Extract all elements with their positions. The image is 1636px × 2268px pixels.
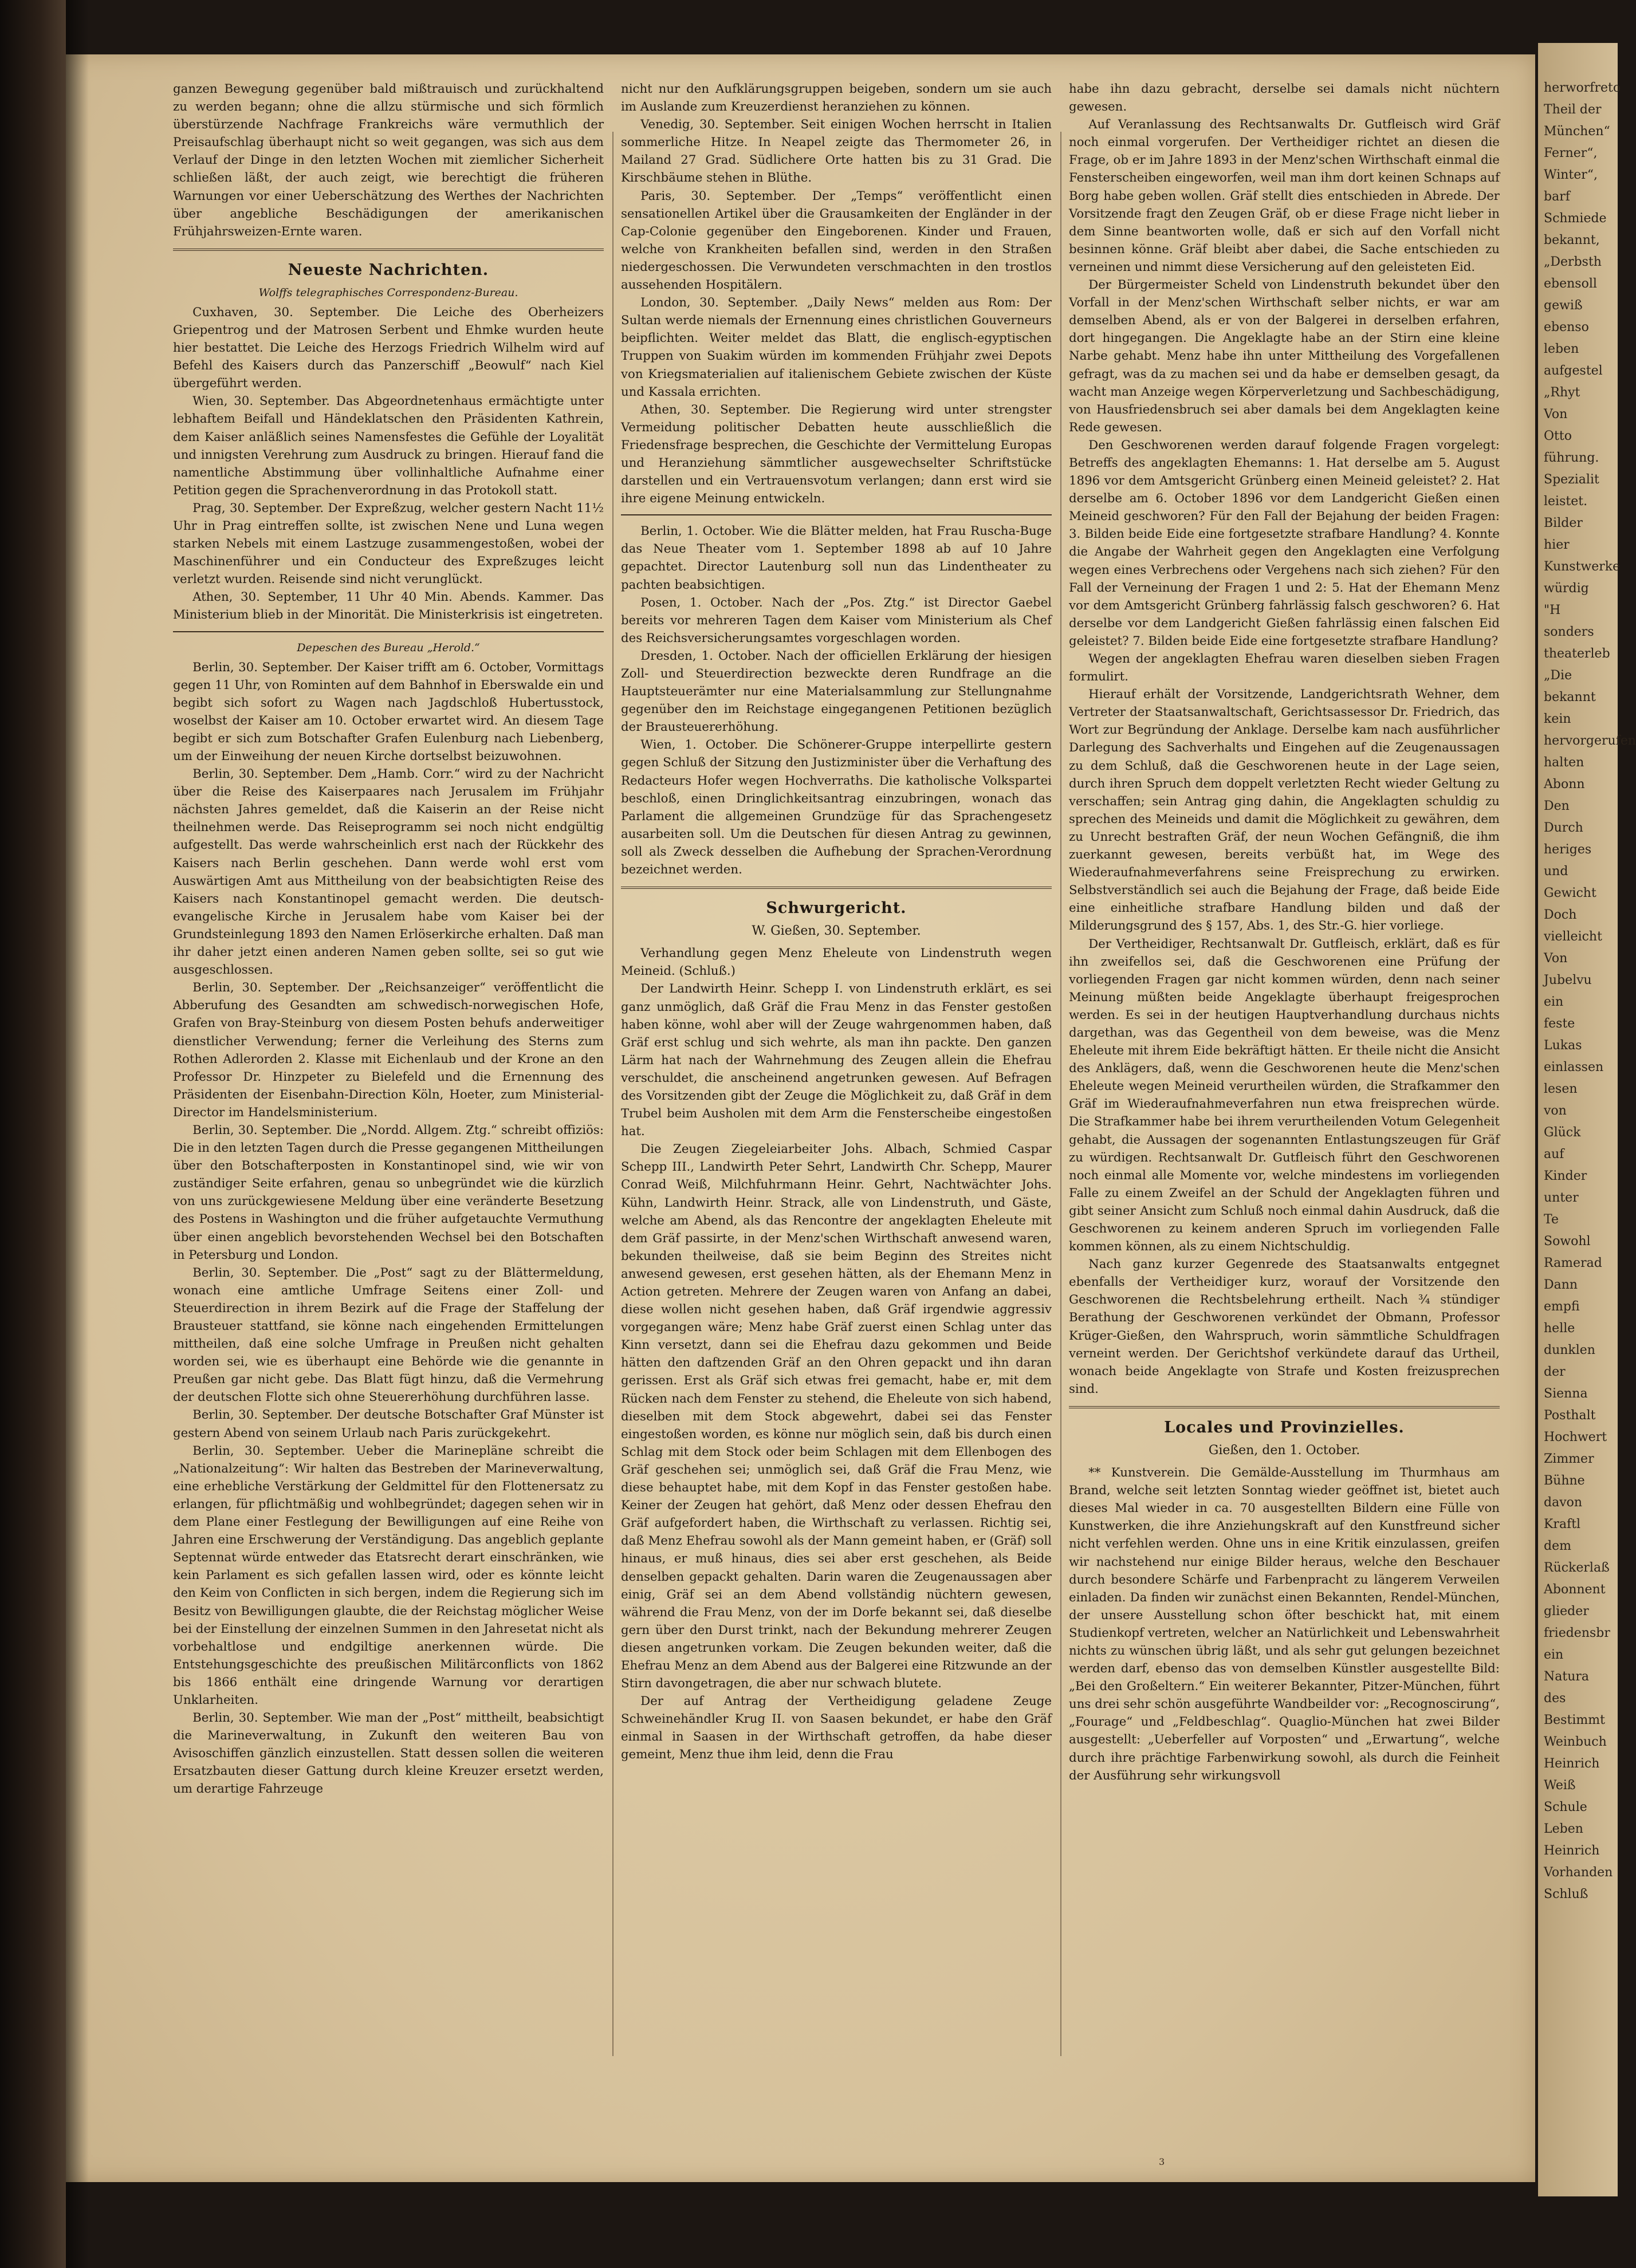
adjacent-page-fragment: Ramerad [1544,1256,1602,1270]
article-paragraph: Hierauf erhält der Vorsitzende, Landgerichtsrath Wehner, dem Vertreter der Staatsanwaltschaft, Gerichtsassessor Dr. Friedrich, das Wort zur Begründung der Anklage. Derselbe kam nach ausführlicher Darlegung des Sachverhalts und Eingehen auf die Zeugenaussagen zu dem Schluß, daß die Geschworenen heute in der Lage seien, durch ihren Spruch dem doppelt verletzten Recht wieder Geltung zu verschaffen; sein Antrag ging dahin, die Angeklagten schuldig zu sprechen des Meineids und damit die Möglichkeit zu gewähren, dem zu Unrecht bestraften Gräf, der neun Wochen Gefängniß, die ihm zuerkannt gewesen, bereits verbüßt hat, im Wege des Wiederaufnahmeverfahrens seine Freisprechung zu erwirken. Selbstverständlich sei auch die Bejahung der Frage, daß beide Eide eine einheitliche strafbare Handlung bilden und daß der Milderungsgrund des § 157, Abs. 1, des Str.-G. hier vorliege. [1069,687,1500,934]
adjacent-page-fragment: ein [1544,995,1564,1009]
article-paragraph: Dresden, 1. October. Nach der officiellen Erklärung der hiesigen Zoll- und Steuerdirection bezweckte deren Rundfrage an die Hauptsteuerämter nur eine Materialsammlung zur Stellungnahme gegenüber den im Reichstage eingegangenen Petitionen bezüglich der Brausteuererhöhung. [621,648,1052,735]
adjacent-page-fragment: Glück [1544,1125,1581,1140]
page-number: 3 [1159,2156,1165,2167]
dateline: W. Gießen, 30. September. [752,924,921,939]
adjacent-page-fragment: „Die [1544,668,1572,683]
adjacent-page-fragment: kein [1544,712,1571,726]
section-rule [621,514,1052,515]
adjacent-page-fragment: Sienna [1544,1387,1588,1401]
adjacent-page-text [1538,43,1636,1905]
adjacent-page-fragment: Von [1544,951,1568,966]
section-rule [173,249,604,251]
adjacent-page-fragment: herworfreto [1544,81,1621,95]
section-rule [173,631,604,632]
article-paragraph: Der auf Antrag der Vertheidigung geladene Zeuge Schweinehändler Krug II. von Saasen bekundet, er habe den Gräf einmal in Saasen in der Wirthschaft getroffen, da habe dieser gemeint, Menz thue ihm leid, denn die Frau [621,1694,1052,1762]
adjacent-page-fragment: auf [1544,1147,1564,1161]
adjacent-page-fragment: Von [1544,407,1568,422]
article-paragraph: Berlin, 30. September. Der „Reichsanzeiger“ veröffentlicht die Abberufung des Gesandten am schwedisch-norwegischen Hofe, Grafen von Bray-Steinburg von diesem Posten behufs anderweitiger dienstlicher Verwendung; ferner die Verleihung des Sterns zum Rothen Adlerorden 2. Klasse mit Eichenlaub und der Krone an den Professor Dr. Hinzpeter zu Bielefeld und die Ernennung des Präsidenten der Eisenbahn-Direction Köln, Hoeter, zum Ministerial-Director im Handelsministerium. [173,981,604,1120]
adjacent-page-fragment: Jubelvu [1544,973,1592,987]
article-paragraph: ganzen Bewegung gegenüber bald mißtrauisch und zurückhaltend zu werden begann; ohne die allzu stürmische und sich förmlich überstürzende Nachfrage Frankreichs wäre vermuthlich der Preisaufschlag überhaupt nicht so weit gegangen, was sich aus dem Verlauf der Dinge in den letzten Wochen mit ziemlicher Sicherheit schließen läßt, der auch zeigt, wie berechtigt die früheren Warnungen vor einer Ueberschätzung des Werthes der Nachrichten über angebliche Beschädigungen der amerikanischen Frühjahrsweizen-Ernte waren. [173,82,604,239]
article-paragraph: London, 30. September. „Daily News“ melden aus Rom: Der Sultan werde niemals der Ernennung eines christlichen Gouverneurs beipflichten. Weiter meldet das Blatt, die englisch-egyptischen Truppen von Suakim würden im kommenden Frühjahr zwei Depots von Kriegsmaterialien auf italienischem Gebiete zwischen der Küste und Kassala errichten. [621,296,1052,399]
adjacent-page-fragment: Gewicht [1544,886,1596,900]
article-paragraph: Prag, 30. September. Der Expreßzug, welcher gestern Nacht 11½ Uhr in Prag eintreffen sollte, ist zwischen Nene und Luna wegen starken Nebels mit einem Lastzuge zusammengestoßen, wobei der Maschinenführer und ein Conducteur des Expreßzuges leicht verletzt wurden. Reisende sind nicht verunglückt. [173,501,604,587]
adjacent-page-fragment: würdig [1544,581,1589,596]
adjacent-page-fragment: Dann [1544,1278,1578,1292]
column-divider [612,132,614,2056]
adjacent-page-fragment: ein [1544,1648,1564,1662]
adjacent-page-fragment: Abonn [1544,777,1585,792]
adjacent-page-fragment: Weiß [1544,1778,1576,1793]
adjacent-page-fragment: Schule [1544,1800,1587,1814]
adjacent-page-fragment: Winter“, [1544,168,1598,182]
article-paragraph: nicht nur den Aufklärungsgruppen beigeben, sondern um sie auch im Auslande zum Kreuzerdienst heranziehen zu können. [621,82,1052,115]
article-paragraph: Nach ganz kurzer Gegenrede des Staatsanwalts entgegnet ebenfalls der Vertheidiger kurz, worauf der Vorsitzende den Geschworenen die Rechtsbelehrung ertheilt. Nach ¾ stündiger Berathung der Geschworenen verkündet der Obmann, Professor Krüger-Gießen, den Wahrspruch, worin sämmtliche Schuldfragen verneint werden. Der Gerichtshof verkündete darauf das Urtheil, wonach beide Angeklagte von Strafe und Kosten freizusprechen sind. [1069,1257,1500,1396]
adjacent-page-fragment: vielleicht [1544,930,1602,944]
adjacent-page-fragment: dem [1544,1539,1571,1553]
wire-service-heading: Depeschen des Bureau „Herold.“ [297,641,480,654]
adjacent-page-fragment: Leben [1544,1822,1583,1836]
adjacent-page-fragment: „Derbsth [1544,255,1602,269]
adjacent-page-fragment: feste [1544,1017,1575,1031]
adjacent-page-fragment: Rückerlaß [1544,1561,1610,1575]
adjacent-page-fragment: Kinder [1544,1169,1587,1183]
adjacent-page-fragment: lesen [1544,1082,1578,1096]
wire-service-heading: Wolffs telegraphisches Correspondenz-Bureau. [258,286,518,299]
adjacent-page-fragment: Durch [1544,821,1583,835]
adjacent-page-fragment: und [1544,864,1568,879]
adjacent-page-fragment: Ferner“, [1544,146,1598,160]
article-paragraph: Posen, 1. October. Nach der „Pos. Ztg.“ ist Director Gaebel bereits vor mehreren Tagen dem Kaiser vom Ministerium als Chef des Reichsversicherungsamtes vorgeschlagen worden. [621,595,1052,645]
adjacent-page-fragment: helle [1544,1321,1575,1336]
adjacent-page-fragment: Spezialit [1544,472,1599,487]
adjacent-page-fragment: unter [1544,1191,1579,1205]
adjacent-page-fragment: Bestimmt [1544,1713,1605,1727]
article-paragraph: Berlin, 30. September. Der Kaiser trifft am 6. October, Vormittags gegen 11 Uhr, von Rominten auf dem Bahnhof in Eberswalde ein und begibt sich sofort zu Wagen nach Jagdschloß Hubertusstock, woselbst der Kaiser am 10. October erwartet wird. An diesem Tage begibt er sich zum Botschafter Grafen Eulenburg nach Liebenberg, um der Einweihung der neuen Kirche dortselbst beizuwohnen. [173,660,604,763]
adjacent-page-fragment: leistet. [1544,494,1588,509]
article-paragraph: Auf Veranlassung des Rechtsanwalts Dr. Gutfleisch wird Gräf noch einmal vorgerufen. Der Vertheidiger richtet an diesen die Frage, ob er im Jahre 1893 in der Menz'schen Wirthschaft einmal die Fensterscheiben eingeworfen, weil man ihm dort keinen Schnaps auf Borg habe geben wollen. Gräf stellt dies entschieden in Abrede. Der Vorsitzende fragt den Zeugen Gräf, ob er diese Frage nicht lieber in dem Sinne beantworten wolle, daß er sich auf den Vorfall nicht besinnen könne. Gräf bleibt aber dabei, die Sache entschieden zu verneinen und nimmt diese Versicherung auf den geleisteten Eid. [1069,117,1500,274]
article-paragraph: Berlin, 30. September. Der deutsche Botschafter Graf Münster ist gestern Abend von seinem Urlaub nach Paris zurückgekehrt. [173,1408,604,1440]
adjacent-page-fragment: des [1544,1691,1566,1706]
article-paragraph: Venedig, 30. September. Seit einigen Wochen herrscht in Italien sommerliche Hitze. In Neapel zeigte das Thermometer 26, in Mailand 27 Grad. Südlichere Orte hatten bis zu 31 Grad. Die Kirschbäume stehen in Blüthe. [621,117,1052,186]
article-paragraph: Cuxhaven, 30. September. Die Leiche des Oberheizers Griepentrog und der Matrosen Serbent und Ehmke wurden heute hier bestattet. Die Leiche des Herzogs Friedrich Wilhelm wird auf Befehl des Kaisers durch das Panzerschiff „Beowulf“ nach Kiel übergeführt werden. [173,305,604,391]
adjacent-page-fragment: Den [1544,799,1570,813]
book-spine-shadow [0,0,66,2268]
adjacent-page-fragment: Hochwert [1544,1430,1607,1444]
section-heading: Neueste Nachrichten. [288,261,489,279]
adjacent-page-fragment: Heinrich [1544,1844,1600,1858]
adjacent-page-fragment: Kraftl [1544,1517,1581,1531]
article-paragraph: Berlin, 30. September. Die „Post“ sagt zu der Blättermeldung, wonach eine amtliche Umfrage Seitens einer Zoll- und Steuerdirection in ihrem Bezirk auf die Frage der Staffelung der Brausteuer stattfand, sie könne nach eingehenden Ermittelungen mittheilen, daß eine solche Umfrage in Preußen nicht gehalten worden sei, wie es überhaupt eine Behörde wie die genannte in Preußen gar nicht gebe. Das Blatt fügt hinzu, daß die Vermehrung der deutschen Flotte sich ohne Steuererhöhung durchführen lasse. [173,1265,604,1405]
article-paragraph: ** Kunstverein. Die Gemälde-Ausstellung im Thurmhaus am Brand, welche seit letzten Sonntag wieder geöffnet ist, bietet auch dieses Mal wieder in ca. 70 ausgestellten Bildern eine Fülle von Kunstwerken, die ihre Anziehungskraft auf den Kunstfreund sicher nicht verfehlen werden. Ohne uns in eine Kritik einzulassen, greifen wir nachstehend nur einige Bilder heraus, welche den Beschauer durch besondere Schärfe und Farbenpracht zu längerem Verweilen einladen. Da finden wir zunächst einen Bekannten, Rendel-München, der unsere Ausstellung schon öfter beschickt hat, mit einem Studienkopf vertreten, welcher an Natürlichkeit und Lebenswahrheit nichts zu wünschen übrig läßt, und als sehr gut gelungen bezeichnet werden darf, ebenso das von demselben Künstler ausgestellte Bild: „Bei den Großeltern.“ Ein weiterer Bekannter, Pitzer-München, führt uns drei sehr schön ausgeführte Wandbeilder vor: „Recognoscirung“, „Fourage“ und „Feldbeschlag“. Quaglio-München hat zwei Bilder ausgestellt: „Ueberfeller auf Vorposten“ und „Erwartung“, welche durch ihre prächtige Farbenwirkung sowohl, als durch die Feinheit der Ausführung sehr wirkungsvoll [1069,1466,1500,1783]
adjacent-page-fragment: Lukas [1544,1038,1582,1053]
article-paragraph: Verhandlung gegen Menz Eheleute von Lindenstruth wegen Meineid. (Schluß.) [621,946,1052,979]
adjacent-page-fragment: aufgestel [1544,364,1603,378]
adjacent-page-fragment: Zimmer [1544,1452,1594,1466]
adjacent-page-fragment: hier [1544,538,1570,552]
adjacent-page-fragment: Heinrich [1544,1757,1600,1771]
adjacent-page-fragment: halten [1544,755,1584,770]
adjacent-page-fragment: leben [1544,342,1579,356]
article-paragraph: Berlin, 30. September. Die „Nordd. Allgem. Ztg.“ schreibt offiziös: Die in den letzten Tagen durch die Presse gegangenen Mittheilungen über den Botschafterposten in Konstantinopel sind, wie wir von zuständiger Seite erfahren, genau so unbegründet wie die kürzlich von uns zurückgewiesene Meldung über eine veränderte Besetzung des Postens in Washington und die früher aufgetauchte Vermuthung über einen angeblich bevorstehenden Wechsel bei den Botschaften in Petersburg und London. [173,1123,604,1262]
adjacent-page-fragment: hervorgerufen [1544,734,1636,748]
adjacent-page-fragment: Kunstwerke [1544,560,1621,574]
adjacent-page-fragment: Bilder [1544,516,1583,530]
article-paragraph: Paris, 30. September. Der „Temps“ veröffentlicht einen sensationellen Artikel über die Grausamkeiten der Engländer in der Cap-Colonie gegenüber den Eingeborenen. Kinder und Frauen, welche von Krankheiten befallen sind, werden in den Straßen niedergeschossen. Die Verwundeten verschmachten in den trostlos aussehenden Hospitälern. [621,188,1052,293]
adjacent-page-fragment: führung. [1544,451,1599,465]
adjacent-page-fragment: Vorhanden [1544,1865,1613,1880]
adjacent-page-fragment: dunklen [1544,1343,1595,1357]
article-paragraph: Der Vertheidiger, Rechtsanwalt Dr. Gutfleisch, erklärt, daß es für ihn zweifellos sei, daß die Geschworenen eine Prüfung der vorliegenden Fragen gar nicht kommen würden, denn nach seiner Meinung müßten beide Angeklagte überhaupt freigesprochen werden. Es sei in der heutigen Hauptverhandlung durchaus nichts dargethan, was das Gegentheil von dem beweise, was die Menz Eheleute mit ihrem Eide bekräftigt hätten. Er theile nicht die Ansicht des Anklägers, daß, wenn die Geschworenen heute die Menz'schen Eheleute wegen Meineid verurtheilen würden, die Strafkammer den Gräf im Wiederaufnahmeverfahren nun etwa freisprechen würde. Die Strafkammer habe bei ihrem verurtheilenden Votum Gelegenheit gehabt, die Aussagen der sogenannten Entlastungszeugen für Gräf zu würdigen. Rechtsanwalt Dr. Gutfleisch führt den Geschworenen noch einmal alle Momente vor, welche mindestens im vorliegenden Falle zu einem Zweifel an der Schuld der Angeklagten führen und gibt seiner Ansicht zum Schluß noch einmal dahin Ausdruck, daß die Geschworenen zu keinem anderen Spruch im vorliegenden Falle kommen können, als zu einem Nichtschuldig. [1069,936,1500,1254]
adjacent-page-fragment: von [1544,1104,1567,1118]
column-left [173,80,604,1798]
column-right [1069,80,1500,1785]
adjacent-page-fragment: Posthalt [1544,1408,1596,1423]
column-divider [1060,132,1061,2056]
article-paragraph: Athen, 30. September. Die Regierung wird unter strengster Vermeidung politischer Debatten heute ausschließlich die Friedensfrage besprechen, die Geschichte der Vermittelung Europas und Heranziehung sämmtlicher ausgewechselter Schriftstücke darstellen und ein Vertrauensvotum verlangen; dann erst wird sie ihre eigene Meinung entwickeln. [621,402,1052,506]
article-paragraph: Der Landwirth Heinr. Schepp I. von Lindenstruth erklärt, es sei ganz unmöglich, daß Gräf die Frau Menz in das Fenster gestoßen haben könne, wohl aber will der Zeuge wahrgenommen haben, daß Gräf erst schlug und sich wehrte, als man ihn packte. Den ganzen Lärm hat nach der Wahrnehmung des Zeugen allein die Ehefrau verschuldet, die anscheinend angetrunken gewesen. Auf Befragen des Vorsitzenden gibt der Zeuge die Möglichkeit zu, daß Gräf in dem Trubel beim Ausholen mit dem Arm die Fensterscheibe eingestoßen hat. [621,982,1052,1139]
gutter-shadow [66,0,89,2268]
article-paragraph: Der Bürgermeister Scheld von Lindenstruth bekundet über den Vorfall in der Menz'schen Wirthschaft selber nichts, er war am demselben Abend, als er von der Balgerei in derselben erfahren, dort hingegangen. Die Angeklagte habe an der Stirn eine kleine Narbe gehabt. Menz habe ihn unter Mittheilung des Vorgefallenen gefragt, was da zu machen sei und da habe er demselben gesagt, da wacht man Anzeige wegen Körperverletzung und Sachbeschädigung, von Hausfriedensbruch sei aber damals bei dem Angeklagten keine Rede gewesen. [1069,278,1500,435]
dateline: Gießen, den 1. October. [1208,1443,1360,1458]
section-heading: Locales und Provinzielles. [1164,1418,1405,1436]
adjacent-page-fragment: davon [1544,1495,1583,1510]
adjacent-page-fragment: Doch [1544,908,1577,922]
adjacent-page-fragment: friedensbr [1544,1626,1610,1640]
adjacent-page-fragment: bekannt, [1544,233,1600,247]
article-paragraph: Die Zeugen Ziegeleiarbeiter Johs. Albach, Schmied Caspar Schepp III., Landwirth Peter Sehrt, Landwirth Chr. Schepp, Maurer Conrad Weiß, Milchfuhrmann Heinr. Gehrt, Nachtwächter Johs. Kühn, Landwirth Heinr. Strack, alle von Lindenstruth, und Gäste, welche am Abend, als das Rencontre der angeklagten Eheleute mit dem Gräf passirte, in der Menz'schen Wirthschaft anwesend waren, bekunden theilweise, daß sie beim Beginn des Streites nicht anwesend gewesen, erst gesehen hätten, als der Ehemann Menz in Action getreten. Mehrere der Zeugen waren von Anfang an dabei, diese wollen nicht gesehen haben, daß Gräf irgendwie aggressiv vorgegangen wäre; Menz habe Gräf zuerst einen Schlag unter das Kinn versetzt, dann sei die Ehefrau dazu gekommen und Beide hätten den daftzenden Gräf an den Ohren gepackt und ihn daran gerissen. Erst als Gräf sich etwas frei gemacht, habe er, mit dem Rücken nach dem Fenster zu stehend, die Eheleute von sich habend, dieselben mit dem Stock abgewehrt, dabei sei das Fenster eingestoßen worden, es könne nur möglich sein, daß bis durch einen Schlag mit dem Stock oder beim Schlagen mit dem Ellenbogen des Gräf geschehen sei; unmöglich sei, daß Gräf die Frau Menz, wie diese behauptet habe, mit dem Kopf in das Fenster gestoßen habe. Keiner der Zeugen hat gehört, daß Menz oder dessen Ehefrau den Gräf aufgefordert haben, die Wirthschaft zu verlassen. Richtig sei, daß Menz Ehefrau sowohl als der Mann gemeint haben, er (Gräf) soll hinaus, er muß hinaus, dies sei aber erst geschehen, als Beide denselben gepackt gehalten. Darin waren die Zeugenaussagen aber einig, Gräf sei an dem Abend vollständig nüchtern gewesen, während die Frau Menz, von der im Dorfe bekannt sei, daß dieselbe gern über den Durst trinkt, nach der Bekundung mehrerer Zeugen diesen angetrunken vorkam. Die Zeugen bekunden weiter, daß die Ehefrau Menz an dem Abend aus der Balgerei eine Ritzwunde an der Stirn davongetragen, die aber nur schwach blutete. [621,1142,1052,1691]
adjacent-page-fragment: sonders [1544,625,1594,639]
adjacent-page-fragment: theaterleb [1544,647,1610,661]
adjacent-page-fragment: ebenso [1544,320,1589,334]
adjacent-page-fragment: Bühne [1544,1474,1585,1488]
article-paragraph: Berlin, 30. September. Ueber die Marinepläne schreibt die „Nationalzeitung“: Wir halten das Bestreben der Marineverwaltung, eine erhebliche Verstärkung der Geldmittel für den Flottenersatz zu erlangen, für pflichtmäßig und wohlbegründet; dagegen sehen wir in dem Plane einer Festlegung der Bewilligungen auf eine Reihe von Jahren eine Erschwerung der Verständigung. Das angeblich geplante Septennat würde entweder das Etatsrecht derart einschränken, wie kein Parlament es sich gefallen lassen wird, oder es könnte leicht den Keim von Conflicten in sich bergen, indem die Regierung sich im Besitz von Bewilligungen glaubte, die der Reichstag möglicher Weise bei der Einstellung der einzelnen Summen in den Jahresetat nicht als vorbehaltlose und endgiltige anerkennen würde. Die Entstehungsgeschichte des preußischen Militärconflicts von 1862 bis 1866 enthält eine dringende Warnung vor derartigen Unklarheiten. [173,1443,604,1707]
adjacent-page-fragment: Schluß [1544,1887,1588,1901]
adjacent-page-fragment: ebensoll [1544,277,1597,291]
article-paragraph: Berlin, 30. September. Wie man der „Post“ mittheilt, beabsichtigt die Marineverwaltung, in Zukunft den weiteren Bau von Avisoschiffen gänzlich einzustellen. Statt dessen sollen die weiteren Ersatzbauten dieser Gattung durch kleine Kreuzer ersetzt werden, um derartige Fahrzeuge [173,1711,604,1797]
article-paragraph: Berlin, 1. October. Wie die Blätter melden, hat Frau Ruscha-Buge das Neue Theater vom 1. September 1898 ab auf 10 Jahre gepachtet. Director Lautenburg soll nun das Lindentheater zu pachten beabsichtigen. [621,524,1052,592]
adjacent-page-fragment: empfi [1544,1300,1580,1314]
column-middle [621,80,1052,1764]
article-paragraph: habe ihn dazu gebracht, derselbe sei damals nicht nüchtern gewesen. [1069,82,1500,115]
adjacent-page-fragment: barf [1544,190,1570,204]
section-rule [621,887,1052,889]
adjacent-page-fragment: Abonnent [1544,1582,1606,1597]
article-paragraph: Den Geschworenen werden darauf folgende Fragen vorgelegt: Betreffs des angeklagten Ehemanns: 1. Hat derselbe am 5. August 1896 vor dem Amtsgericht Grünberg einen Meineid geleistet? 2. Hat derselbe am 6. October 1896 vor dem Landgericht Gießen einen Meineid geschworen? Für den Fall der Bejahung der beiden Fragen: 3. Bilden beide Eide eine fortgesetzte strafbare Handlung? 4. Konnte die Angabe der Wahrheit gegen den Angeklagten eine Verfolgung wegen eines Verbrechens oder Vergehens nach sich ziehen? Für den Fall der Verneinung der Fragen 1 und 2: 5. Hat der Ehemann Menz vor dem Amtsgericht Grünberg fahrlässig falsch geschworen? 6. Hat derselbe vor dem Landgericht Gießen fahrlässig einen falschen Eid geleistet? 7. Bilden beide Eide eine fortgesetzte strafbare Handlung? [1069,438,1500,648]
adjacent-page-fragment: einlassen [1544,1060,1604,1074]
article-paragraph: Wien, 1. October. Die Schönerer-Gruppe interpellirte gestern gegen Schluß der Sitzung den Justizminister über die Verhaftung des Redacteurs Hofer wegen Hochverraths. Die katholische Volkspartei beschloß, einen Dringlichkeitsantrag einzubringen, wonach das Parlament die allgemeinen Grundzüge für das Sprachengesetz ausarbeiten soll. Um die Deutschen für diesen Antrag zu gewinnen, soll als Zweck desselben die Aufhebung der Sprachen-Verordnung bezeichnet werden. [621,738,1052,877]
adjacent-page-fragment: Weinbuch [1544,1735,1607,1749]
article-paragraph: Berlin, 30. September. Dem „Hamb. Corr.“ wird zu der Nachricht über die Reise des Kaiserpaares nach Jerusalem im Frühjahr nächsten Jahres gemeldet, daß die Kaiserin an der Reise nicht theilnehmen werde. Das Reiseprogramm sei noch nicht endgültig aufgestellt. Das werde wahrscheinlich erst nach der Rückkehr des Kaisers nach Berlin geschehen. Dann werde wohl erst vom Auswärtigen Amt aus Mittheilung von der beabsichtigten Reise des Kaisers nach Konstantinopel gemacht werden. Die deutsch-evangelische Kirche in Jerusalem habe vom Kaiser bei der Grundsteinlegung 1893 den Namen Erlöserkirche erhalten. Daß man ihr daher jetzt einen anderen Namen geben sollte, sei so gut wie ausgeschlossen. [173,767,604,978]
adjacent-page-fragment: glieder [1544,1604,1589,1619]
adjacent-page-fragment: Te [1544,1212,1559,1227]
adjacent-page-fragment: gewiß [1544,298,1583,313]
article-paragraph: Wegen der angeklagten Ehefrau waren dieselben sieben Fragen formulirt. [1069,652,1500,684]
adjacent-page-fragment: Sowohl [1544,1234,1591,1249]
adjacent-page-fragment: „Rhyt [1544,385,1580,400]
adjacent-page-edge [1538,43,1636,2196]
adjacent-page-fragment: Schmiede [1544,211,1607,226]
section-rule [1069,1406,1500,1408]
adjacent-page-fragment: München“ [1544,124,1610,139]
adjacent-page-fragment: der [1544,1365,1566,1379]
adjacent-page-fragment: "H [1544,603,1561,617]
article-paragraph: Athen, 30. September, 11 Uhr 40 Min. Abends. Kammer. Das Ministerium blieb in der Minorität. Die Ministerkrisis ist eingetreten. [173,590,604,623]
adjacent-page-fragment: Otto [1544,429,1572,443]
adjacent-page-fragment: heriges [1544,842,1592,857]
adjacent-page-fragment: bekannt [1544,690,1596,704]
adjacent-page-fragment: Theil der [1544,103,1602,117]
article-paragraph: Wien, 30. September. Das Abgeordnetenhaus ermächtigte unter lebhaftem Beifall und Händeklatschen den Präsidenten Kathrein, dem Kaiser anläßlich seines Namensfestes die Gefühle der Loyalität und innigsten Verehrung zum Ausdruck zu bringen. Hierauf fand die namentliche Abstimmung über vollinhaltliche Aufnahme einer Petition gegen die Sprachenverordnung in das Protokoll statt. [173,394,604,498]
section-heading: Schwurgericht. [766,899,907,918]
adjacent-page-fragment: Natura [1544,1670,1590,1684]
